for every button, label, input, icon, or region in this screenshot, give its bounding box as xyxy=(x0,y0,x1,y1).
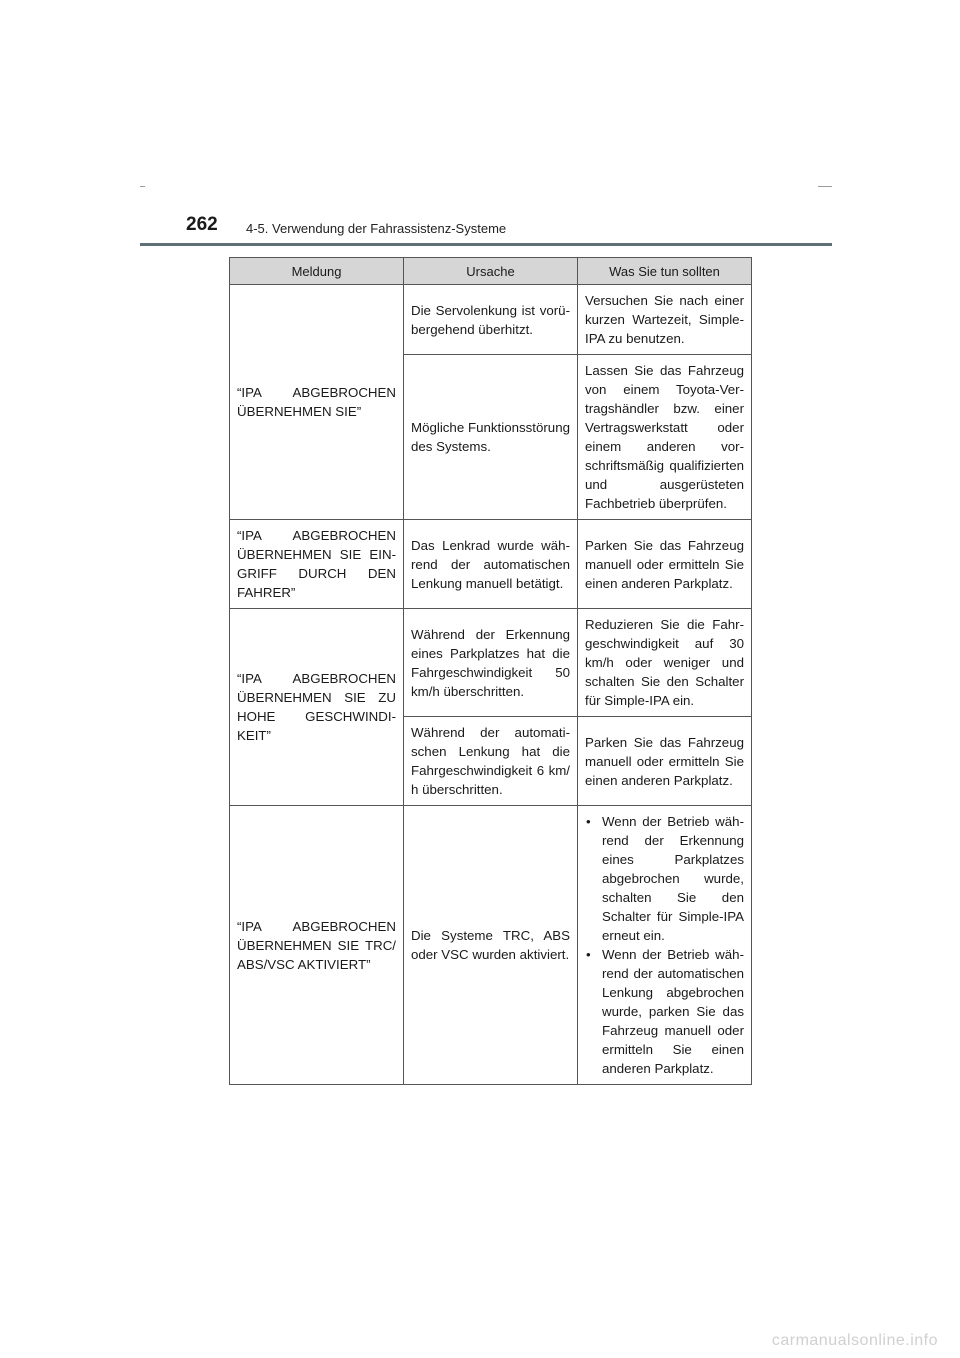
action-cell xyxy=(578,806,752,1085)
action-cell: Versuchen Sie nach einer kurzen Wartezeit, Simple-IPA zu benutzen. xyxy=(578,285,752,355)
cause-cell: Mögliche Funktionsstörung des Systems. xyxy=(404,355,578,520)
table-row xyxy=(230,609,752,717)
page-number: 262 xyxy=(186,214,218,235)
cause-cell: Während der Erkennung eines Parkplatzes hat die Fahrgeschwindigkeit 50 km/h überschritten. xyxy=(404,609,578,717)
crop-mark-right xyxy=(818,186,832,187)
cause-cell: Während der automatischen Lenkung hat die Fahrgeschwindigkeit 6 km/ h überschritten. xyxy=(404,717,578,806)
cause-cell: Die Servolenkung ist vorübergehend überhitzt. xyxy=(404,285,578,355)
message-cell: “IPA ABGEBROCHEN ÜBERNEHMEN SIE ZU HOHE GESCHWINDIKEIT” xyxy=(230,609,404,806)
table-row xyxy=(230,806,752,1085)
bullet-item: • Wenn der Betrieb während der Erkennung eines Parkplatzes abgebrochen wurde, schalten Sie den Schalter für Simple-IPA erneut ein. xyxy=(585,812,744,945)
table-header-row xyxy=(230,258,752,285)
table-row xyxy=(230,285,752,355)
bullet-item: • Wenn der Betrieb während der automatischen Lenkung abgebrochen wurde, parken Sie das Fahrzeug manuell oder ermitteln Sie einen anderen Parkplatz. xyxy=(585,945,744,1078)
action-cell: Parken Sie das Fahrzeug manuell oder ermitteln Sie einen anderen Parkplatz. xyxy=(578,520,752,609)
header-rule xyxy=(140,243,832,246)
table-row xyxy=(230,520,752,609)
message-table xyxy=(229,257,752,1085)
column-header-cause: Ursache xyxy=(404,258,578,285)
action-cell: Reduzieren Sie die Fahrgeschwindigkeit auf 30 km/h oder weniger und schalten Sie den Schalter für Simple-IPA ein. xyxy=(578,609,752,717)
crop-mark-left xyxy=(140,186,145,187)
message-cell: “IPA ABGEBROCHEN ÜBERNEHMEN SIE EINGRIFF DURCH DEN FAHRER” xyxy=(230,520,404,609)
cause-cell: Das Lenkrad wurde während der automatischen Lenkung manuell betätigt. xyxy=(404,520,578,609)
action-cell: Lassen Sie das Fahrzeug von einem Toyota-Vertragshändler bzw. einer Vertragswerkstatt oder einem anderen vorschriftsmäßig qualifizierten und ausgerüsteten Fachbetrieb überprüfen. xyxy=(578,355,752,520)
section-title: 4-5. Verwendung der Fahrassistenz-Systeme xyxy=(246,221,507,236)
watermark-logo: carmanualsonline.info xyxy=(771,1332,938,1349)
message-cell: “IPA ABGEBROCHEN ÜBERNEHMEN SIE” xyxy=(230,285,404,520)
action-cell: Parken Sie das Fahrzeug manuell oder ermitteln Sie einen anderen Parkplatz. xyxy=(578,717,752,806)
action-bullet-list xyxy=(585,812,744,1078)
message-cell: “IPA ABGEBROCHEN ÜBERNEHMEN SIE TRC/ ABS/VSC AKTIVIERT” xyxy=(230,806,404,1085)
column-header-message: Meldung xyxy=(230,258,404,285)
column-header-action: Was Sie tun sollten xyxy=(578,258,752,285)
cause-cell: Die Systeme TRC, ABS oder VSC wurden aktiviert. xyxy=(404,806,578,1085)
